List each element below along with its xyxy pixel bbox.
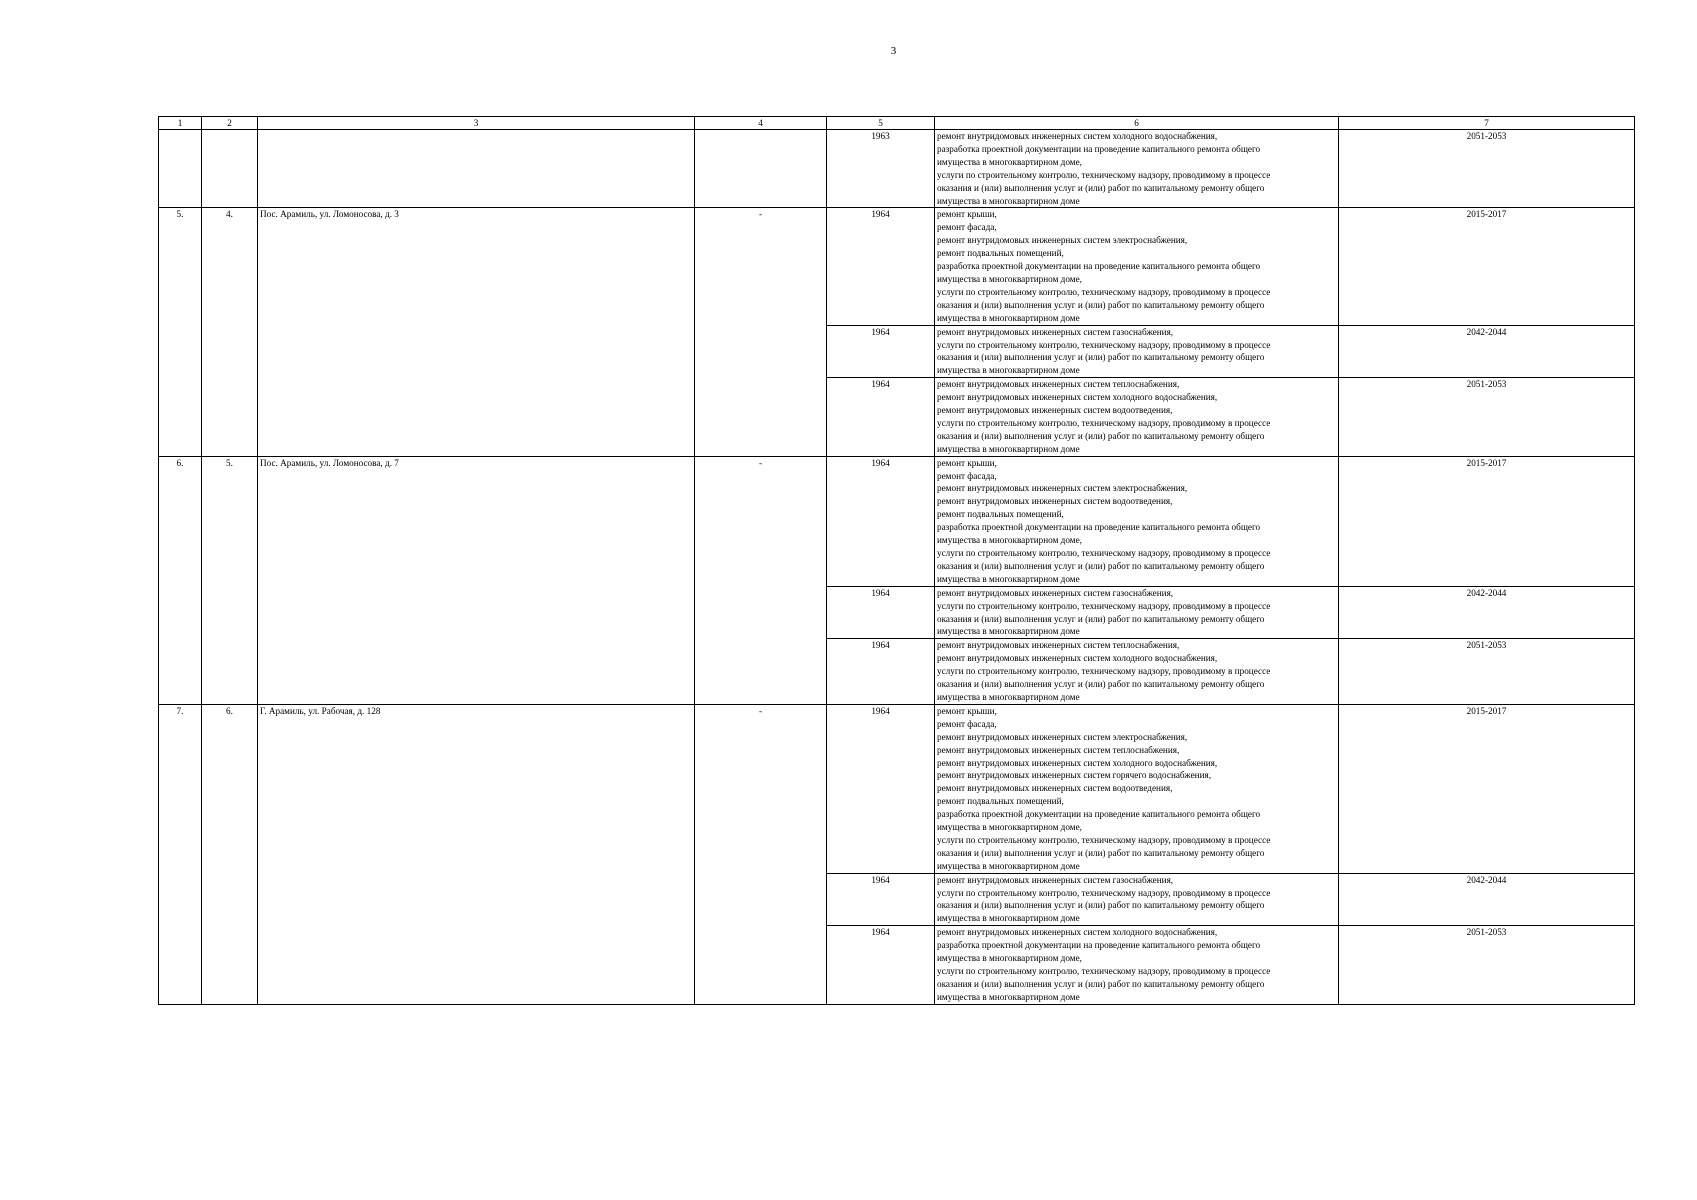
work-line: разработка проектной документации на проведение капитального ремонта общего: [937, 261, 1261, 272]
work-line: разработка проектной документации на проведение капитального ремонта общего: [937, 809, 1261, 820]
table-row: [159, 208, 1635, 325]
year-cell: 1963: [827, 130, 935, 208]
period-cell: 2042-2044: [1339, 586, 1635, 639]
row-number-cell: 7.: [159, 704, 202, 1004]
work-line: имущества в многоквартирном доме: [937, 626, 1080, 637]
work-line: услуги по строительному контролю, техническому надзору, проводимому в процессе: [937, 339, 1271, 350]
work-line: услуги по строительному контролю, техническому надзору, проводимому в процессе: [937, 417, 1271, 428]
works-cell: [935, 586, 1339, 639]
year-cell: 1964: [827, 639, 935, 705]
work-line: имущества в многоквартирном доме: [937, 573, 1080, 584]
work-line: ремонт внутридомовых инженерных систем горячего водоснабжения,: [937, 770, 1212, 781]
year-cell: 1964: [827, 873, 935, 926]
period-cell: 2042-2044: [1339, 325, 1635, 378]
work-line: оказания и (или) выполнения услуг и (или) работ по капитальному ремонту общего: [937, 978, 1265, 989]
works-cell: [935, 926, 1339, 1004]
column-number-row: [159, 117, 1635, 130]
work-line: ремонт внутридомовых инженерных систем теплоснабжения,: [937, 379, 1180, 390]
work-line: оказания и (или) выполнения услуг и (или) работ по капитальному ремонту общего: [937, 430, 1265, 441]
period-cell: 2051-2053: [1339, 926, 1635, 1004]
work-line: имущества в многоквартирном доме,: [937, 822, 1082, 833]
address-cell: Пос. Арамиль, ул. Ломоносова, д. 3: [258, 208, 695, 456]
year-cell: 1964: [827, 325, 935, 378]
work-line: имущества в многоквартирном доме: [937, 365, 1080, 376]
work-line: услуги по строительному контролю, техническому надзору, проводимому в процессе: [937, 887, 1271, 898]
works-cell: [935, 378, 1339, 456]
work-line: оказания и (или) выполнения услуг и (или) работ по капитальному ремонту общего: [937, 352, 1265, 363]
work-line: имущества в многоквартирном доме,: [937, 273, 1082, 284]
work-line: услуги по строительному контролю, техническому надзору, проводимому в процессе: [937, 966, 1271, 976]
work-line: услуги по строительному контролю, техническому надзору, проводимому в процессе: [937, 600, 1271, 611]
work-line: разработка проектной документации на проведение капитального ремонта общего: [937, 143, 1261, 154]
work-line: имущества в многоквартирном доме,: [937, 953, 1082, 964]
work-line: имущества в многоквартирном доме: [937, 195, 1080, 206]
period-cell: 2042-2044: [1339, 873, 1635, 926]
work-line: ремонт внутридомовых инженерных систем теплоснабжения,: [937, 640, 1180, 651]
work-line: ремонт внутридомовых инженерных систем холодного водоснабжения,: [937, 653, 1218, 664]
work-line: ремонт подвальных помещений,: [937, 509, 1064, 520]
column-header: 4: [695, 117, 827, 130]
work-line: услуги по строительному контролю, техническому надзору, проводимому в процессе: [937, 169, 1271, 180]
work-line: имущества в многоквартирном доме,: [937, 535, 1082, 546]
work-line: оказания и (или) выполнения услуг и (или) работ по капитальному ремонту общего: [937, 613, 1265, 624]
year-cell: 1964: [827, 378, 935, 456]
works-cell: [935, 873, 1339, 926]
table-row: [159, 704, 1635, 873]
work-line: имущества в многоквартирном доме,: [937, 156, 1082, 167]
work-line: оказания и (или) выполнения услуг и (или) работ по капитальному ремонту общего: [937, 679, 1265, 690]
repair-plan-table: [158, 116, 1635, 1005]
table-row: [159, 130, 1635, 208]
work-line: имущества в многоквартирном доме: [937, 691, 1080, 702]
work-line: ремонт внутридомовых инженерных систем теплоснабжения,: [937, 744, 1180, 755]
period-cell: 2051-2053: [1339, 639, 1635, 705]
work-line: ремонт фасада,: [937, 222, 997, 233]
work-line: разработка проектной документации на проведение капитального ремонта общего: [937, 940, 1261, 951]
works-cell: [935, 130, 1339, 208]
year-cell: 1964: [827, 926, 935, 1004]
works-cell: [935, 639, 1339, 705]
period-cell: 2015-2017: [1339, 456, 1635, 586]
work-line: ремонт внутридомовых инженерных систем газоснабжения,: [937, 587, 1174, 598]
work-line: оказания и (или) выполнения услуг и (или) работ по капитальному ремонту общего: [937, 299, 1265, 310]
column-header: 7: [1339, 117, 1635, 130]
column-header: 6: [935, 117, 1339, 130]
row-number-cell: [159, 130, 202, 208]
work-line: ремонт внутридомовых инженерных систем водоотведения,: [937, 405, 1173, 416]
work-line: ремонт подвальных помещений,: [937, 248, 1064, 259]
work-line: ремонт внутридомовых инженерных систем газоснабжения,: [937, 326, 1174, 337]
row-number-cell: 6.: [159, 456, 202, 704]
works-cell: [935, 456, 1339, 586]
column-4-cell: [695, 130, 827, 208]
column-header: 2: [202, 117, 258, 130]
work-line: услуги по строительному контролю, техническому надзору, проводимому в процессе: [937, 666, 1271, 677]
table-body: [159, 130, 1635, 1005]
work-line: услуги по строительному контролю, техническому надзору, проводимому в процессе: [937, 286, 1271, 297]
work-line: ремонт внутридомовых инженерных систем электроснабжения,: [937, 731, 1188, 742]
column-4-cell: -: [695, 208, 827, 456]
period-cell: 2015-2017: [1339, 208, 1635, 325]
work-line: имущества в многоквартирном доме: [937, 860, 1080, 871]
work-line: ремонт внутридомовых инженерных систем холодного водоснабжения,: [937, 392, 1218, 403]
column-4-cell: -: [695, 456, 827, 704]
period-cell: 2051-2053: [1339, 378, 1635, 456]
row-index-cell: [202, 130, 258, 208]
row-index-cell: 6.: [202, 704, 258, 1004]
page-number: 3: [890, 45, 897, 57]
work-line: ремонт внутридомовых инженерных систем холодного водоснабжения,: [937, 131, 1218, 141]
column-header: 1: [159, 117, 202, 130]
work-line: ремонт внутридомовых инженерных систем холодного водоснабжения,: [937, 927, 1218, 938]
work-line: ремонт подвальных помещений,: [937, 796, 1064, 807]
works-cell: [935, 325, 1339, 378]
work-line: услуги по строительному контролю, техническому надзору, проводимому в процессе: [937, 548, 1271, 558]
row-index-cell: 5.: [202, 456, 258, 704]
work-line: оказания и (или) выполнения услуг и (или) работ по капитальному ремонту общего: [937, 560, 1265, 571]
column-header: 3: [258, 117, 695, 130]
work-line: оказания и (или) выполнения услуг и (или) работ по капитальному ремонту общего: [937, 847, 1265, 858]
period-cell: 2015-2017: [1339, 704, 1635, 873]
year-cell: 1964: [827, 704, 935, 873]
works-cell: [935, 704, 1339, 873]
work-line: оказания и (или) выполнения услуг и (или) работ по капитальному ремонту общего: [937, 900, 1265, 911]
work-line: ремонт крыши,: [937, 209, 997, 220]
work-line: имущества в многоквартирном доме: [937, 312, 1080, 323]
row-index-cell: 4.: [202, 208, 258, 456]
work-line: ремонт внутридомовых инженерных систем холодного водоснабжения,: [937, 757, 1218, 768]
work-line: ремонт крыши,: [937, 457, 997, 468]
year-cell: 1964: [827, 586, 935, 639]
year-cell: 1964: [827, 208, 935, 325]
work-line: ремонт внутридомовых инженерных систем водоотведения,: [937, 496, 1173, 507]
work-line: имущества в многоквартирном доме: [937, 913, 1080, 924]
column-4-cell: -: [695, 704, 827, 1004]
work-line: ремонт внутридомовых инженерных систем водоотведения,: [937, 783, 1173, 794]
work-line: ремонт крыши,: [937, 705, 997, 716]
year-cell: 1964: [827, 456, 935, 586]
period-cell: 2051-2053: [1339, 130, 1635, 208]
address-cell: Пос. Арамиль, ул. Ломоносова, д. 7: [258, 456, 695, 704]
work-line: ремонт внутридомовых инженерных систем электроснабжения,: [937, 483, 1188, 494]
work-line: имущества в многоквартирном доме: [937, 991, 1080, 1002]
row-number-cell: 5.: [159, 208, 202, 456]
work-line: ремонт фасада,: [937, 718, 997, 729]
work-line: имущества в многоквартирном доме: [937, 443, 1080, 454]
work-line: услуги по строительному контролю, техническому надзору, проводимому в процессе: [937, 834, 1271, 845]
column-header: 5: [827, 117, 935, 130]
address-cell: [258, 130, 695, 208]
address-cell: Г. Арамиль, ул. Рабочая, д. 128: [258, 704, 695, 1004]
works-cell: [935, 208, 1339, 325]
work-line: оказания и (или) выполнения услуг и (или) работ по капитальному ремонту общего: [937, 182, 1265, 193]
work-line: ремонт внутридомовых инженерных систем газоснабжения,: [937, 874, 1174, 885]
work-line: разработка проектной документации на проведение капитального ремонта общего: [937, 522, 1261, 533]
table-row: [159, 456, 1635, 586]
work-line: ремонт внутридомовых инженерных систем электроснабжения,: [937, 235, 1188, 246]
work-line: ремонт фасада,: [937, 470, 997, 481]
